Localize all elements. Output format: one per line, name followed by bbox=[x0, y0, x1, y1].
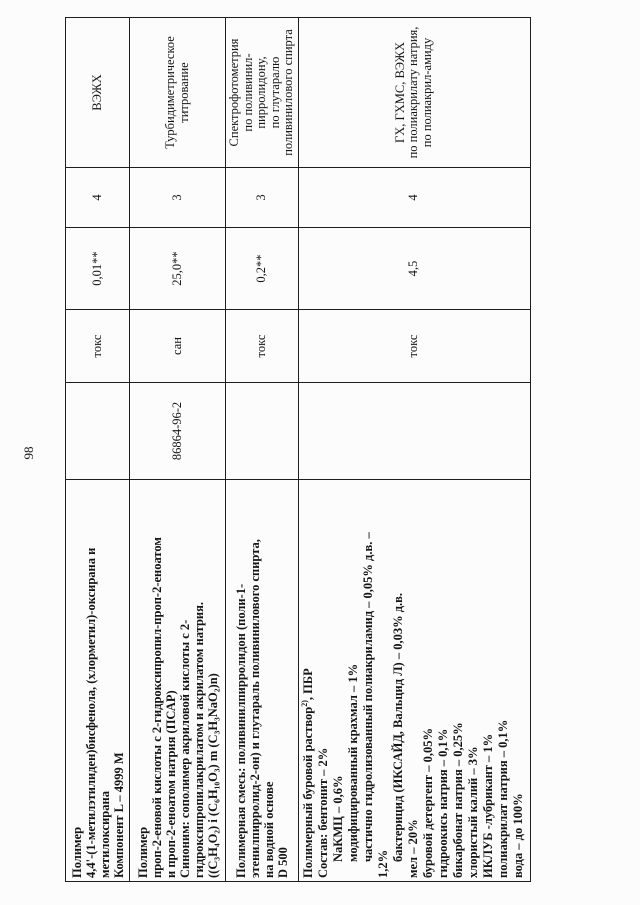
substance-name-line: Полимер bbox=[135, 826, 150, 878]
analysis-method-cell bbox=[226, 18, 299, 168]
limiting-indicator-cell: сан bbox=[130, 310, 226, 383]
substance-name-line: на водной основе bbox=[261, 781, 276, 878]
substance-name-cell bbox=[298, 480, 530, 882]
substance-name-cell bbox=[66, 480, 130, 882]
hazard-class-cell: 3 bbox=[226, 168, 299, 228]
limiting-indicator-cell: токс bbox=[66, 310, 130, 383]
title-text: Полимерный буровой раствор bbox=[300, 706, 315, 878]
method-line: пирролидону, bbox=[254, 56, 268, 129]
hazard-class-cell: 4 bbox=[298, 168, 530, 228]
method-line: по полиакрилату натрия, bbox=[406, 26, 421, 159]
composition-line: частично гидролизованный полиакриламид – 0,05% д.в. – bbox=[360, 532, 375, 862]
title-tail: , ПБР bbox=[300, 668, 315, 701]
method-line: по глутаралю bbox=[267, 56, 282, 129]
substance-norms-table bbox=[65, 17, 531, 882]
substance-name-line: гидроксипропилакрилатом и акрилатом натрия. bbox=[191, 601, 206, 878]
substance-name-line: Компонент L – 4999 M bbox=[111, 752, 126, 878]
composition-line: Состав: бентонит – 2% bbox=[315, 747, 330, 878]
footnote-marker: 2) bbox=[299, 700, 309, 707]
composition-line: мел – 20% bbox=[405, 819, 420, 878]
table-body bbox=[66, 18, 531, 882]
method-line: ГХ, ГХМС, ВЭЖХ bbox=[392, 42, 407, 143]
substance-name-cell bbox=[130, 480, 226, 882]
method-line: поливинилового спирта bbox=[281, 29, 295, 156]
method-line: по полиакрил-амиду bbox=[419, 37, 434, 148]
method-line: ВЭЖХ bbox=[89, 74, 104, 111]
composition-line: полиакрилат натрия – 0,1% bbox=[495, 719, 510, 878]
substance-name-title bbox=[301, 484, 316, 878]
composition-line: бактерицид (ИКСАЙД, Вальцид Л) – 0,03% д.в. bbox=[390, 592, 405, 862]
table-row bbox=[66, 18, 130, 882]
limiting-indicator-cell: токс bbox=[298, 310, 530, 383]
substance-name-line: D 500 bbox=[275, 847, 290, 878]
cas-number-cell bbox=[298, 383, 530, 480]
substance-name-cell bbox=[226, 480, 299, 882]
substance-name-line: и проп-2-еноатом натрия (ПСАР) bbox=[163, 690, 178, 878]
analysis-method-cell bbox=[130, 18, 226, 168]
substance-name-line: проп-2-еновой кислоты с 2-гидроксипропил-проп-2-еноатом bbox=[149, 537, 164, 878]
method-line: по поливинил- bbox=[240, 53, 255, 132]
norm-value-cell: 0,01** bbox=[66, 228, 130, 310]
composition-line: NaКМЦ – 0,6% bbox=[330, 775, 345, 862]
composition-line: хлористый калий – 3% bbox=[465, 746, 480, 878]
hazard-class-cell: 4 bbox=[66, 168, 130, 228]
method-line: Турбидиметрическое bbox=[163, 36, 177, 149]
composition-line: бикарбонат натрия – 0,25% bbox=[450, 722, 465, 878]
cas-number-cell bbox=[66, 383, 130, 480]
cas-number-cell: 86864-96-2 bbox=[130, 383, 226, 480]
method-line: Спектрофотометрия bbox=[227, 38, 241, 147]
table-row bbox=[298, 18, 530, 882]
substance-name-line: 4,4'-(1-метилэтилиден)бисфенола, (хлорметил)-оксирана и bbox=[83, 547, 98, 878]
hazard-class-cell: 3 bbox=[130, 168, 226, 228]
norm-value-cell: 25,0** bbox=[130, 228, 226, 310]
limiting-indicator-cell: токс bbox=[226, 310, 299, 383]
analysis-method-cell bbox=[66, 18, 130, 168]
chemical-formula: ((C₃H₄O₂) i (C₆H₁₀O₃) m (C₃H₃NaO₂)n) bbox=[205, 673, 220, 878]
substance-name-line: Полимерная смесь: поливинилпирролидон (поли-1- bbox=[233, 583, 248, 878]
table-row bbox=[226, 18, 299, 882]
composition-line: вода – до 100% bbox=[510, 793, 525, 878]
analysis-method-cell bbox=[298, 18, 530, 168]
composition-line: 1,2% bbox=[375, 849, 390, 878]
cas-number-cell bbox=[226, 383, 299, 480]
composition-line: ИКЛУБ -лубрикант – 1% bbox=[480, 733, 495, 878]
norm-value-cell: 4,5 bbox=[298, 228, 530, 310]
table-row bbox=[130, 18, 226, 882]
composition-line: модифицированный крахмал – 1% bbox=[345, 663, 360, 862]
page-number: 98 bbox=[21, 446, 36, 460]
composition-line: гидроокись натрия – 0,1% bbox=[435, 728, 450, 878]
substance-name-line: этенилпирролид-2-он) и глутараль поливинилового спирта, bbox=[247, 539, 262, 878]
method-line: титрование bbox=[176, 62, 191, 123]
substance-name-line: метилоксирана bbox=[97, 791, 112, 878]
substance-name-line: Полимер bbox=[69, 826, 84, 878]
norm-value-cell: 0,2** bbox=[226, 228, 299, 310]
substance-name-line: Синоним: сополимер акриловой кислоты с 2- bbox=[177, 619, 192, 878]
composition-line: буровой детергент – 0,05% bbox=[420, 728, 435, 878]
